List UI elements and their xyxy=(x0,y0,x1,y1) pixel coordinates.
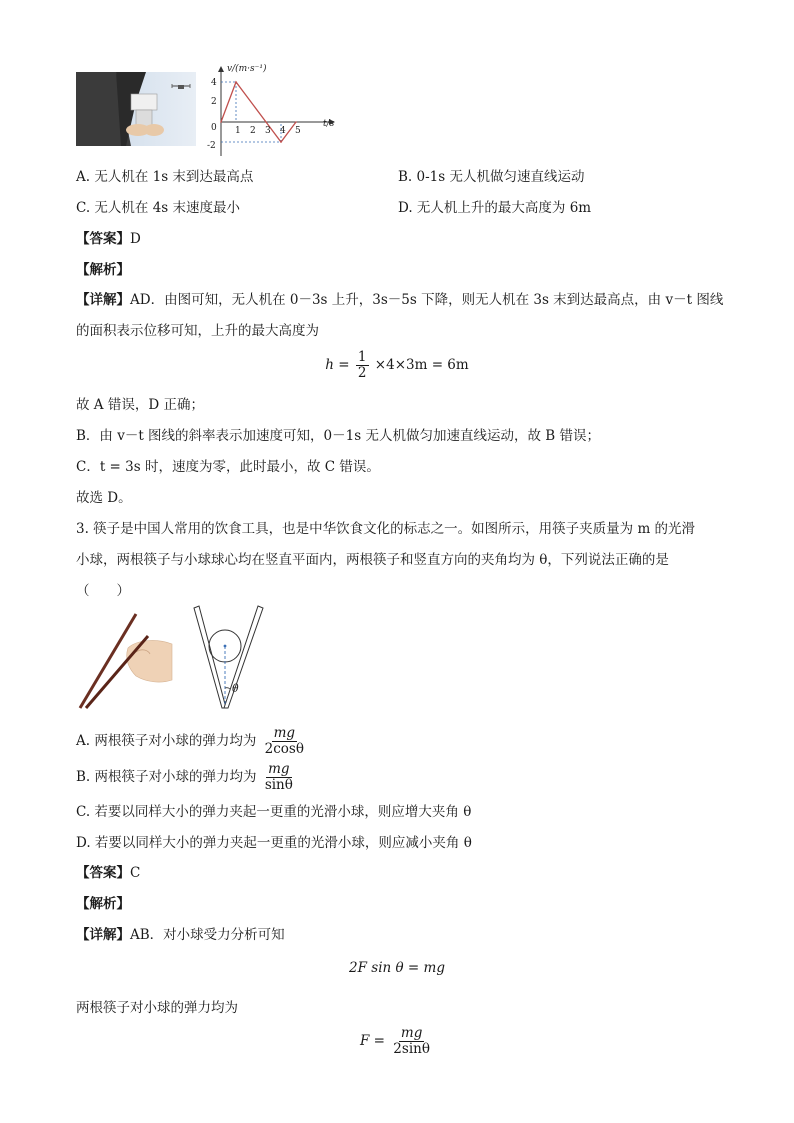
x-tick-2: 2 xyxy=(250,126,256,136)
y-axis-arrow-icon xyxy=(218,66,224,72)
x-tick-3: 3 xyxy=(265,126,271,136)
chopsticks-diagram xyxy=(188,604,264,712)
q3-eq2-den: 2sinθ xyxy=(393,1041,430,1057)
y-tick-0: 0 xyxy=(211,123,217,133)
q2-analysis-label-text: 【解析】 xyxy=(76,262,130,278)
x-axis-label: t/s xyxy=(323,119,335,129)
q3-option-b xyxy=(76,760,297,794)
q3-answer-label: 【答案】 xyxy=(76,865,130,881)
drone-photo xyxy=(76,72,196,146)
q3-option-a-num: mg xyxy=(273,725,296,741)
q3-equation-2 xyxy=(0,1026,794,1057)
q2-option-a: A. 无人机在 1s 末到达最高点 xyxy=(76,169,254,185)
q3-option-c: C. 若要以同样大小的弹力夹起一更重的光滑小球，则应增大夹角 θ xyxy=(76,804,472,820)
q3-option-a-text: A. 两根筷子对小球的弹力均为 xyxy=(76,733,257,749)
q2-answer xyxy=(76,229,141,249)
q2-detail-line1-text: AD．由图可知，无人机在 0－3s 上升，3s－5s 下降，则无人机在 3s 末到达最高点，由 v－t 图线 xyxy=(130,292,724,308)
q2-formula-num: 1 xyxy=(357,349,367,365)
q3-answer xyxy=(76,863,140,883)
q3-analysis-label: 【解析】 xyxy=(76,896,130,912)
q2-formula-height xyxy=(0,350,794,381)
vt-graph-svg xyxy=(205,58,345,156)
chopsticks-hand-illustration xyxy=(76,608,174,710)
q3-detail xyxy=(76,925,285,945)
q3-eq2-lhs: F = xyxy=(360,1033,385,1049)
q3-analysis xyxy=(76,894,130,914)
x-tick-5: 5 xyxy=(295,126,301,136)
q3-detail-text: AB．对小球受力分析可知 xyxy=(130,927,285,943)
q3-line-between: 两根筷子对小球的弹力均为 xyxy=(76,1000,238,1016)
y-tick-neg2: -2 xyxy=(207,141,216,151)
q2-formula-fraction xyxy=(356,350,369,381)
angle-theta-label: θ xyxy=(232,682,239,695)
q2-detail-line3: 故 A 错误，D 正确； xyxy=(76,397,204,413)
velocity-time-graph xyxy=(205,58,345,156)
drone-photo-illustration xyxy=(76,72,196,146)
q3-stem-line2: 小球，两根筷子与小球球心均在竖直平面内，两根筷子和竖直方向的夹角均为 θ，下列说法正确的是 xyxy=(76,552,669,568)
y-tick-2: 2 xyxy=(211,97,217,107)
q2-analysis-label xyxy=(76,260,130,280)
q2-option-b: B. 0-1s 无人机做匀速直线运动 xyxy=(398,169,585,185)
q2-answer-value: D xyxy=(130,231,141,247)
q3-answer-value: C xyxy=(130,865,141,881)
q2-detail-label: 【详解】 xyxy=(76,292,130,308)
q2-formula-rhs: ×4×3m = 6m xyxy=(374,357,469,373)
q3-stem-line1: 3. 筷子是中国人常用的饮食工具，也是中华饮食文化的标志之一。如图所示，用筷子夹质量为 m 的光滑 xyxy=(76,521,696,537)
q3-option-b-den: sinθ xyxy=(264,777,293,793)
right-chopstick xyxy=(224,606,263,708)
chopsticks-force-diagram xyxy=(188,604,264,712)
q3-equation-1: 2F sin θ = mg xyxy=(349,960,445,976)
q3-option-a xyxy=(76,724,308,758)
chopsticks-photo xyxy=(76,608,174,710)
q3-option-a-den: 2cosθ xyxy=(264,741,304,757)
q3-eq2-num: mg xyxy=(400,1025,423,1041)
ball-center-dot xyxy=(224,645,227,648)
q3-option-d: D. 若要以同样大小的弹力夹起一更重的光滑小球，则应减小夹角 θ xyxy=(76,835,472,851)
x-tick-1: 1 xyxy=(235,126,241,136)
q3-option-a-fraction xyxy=(263,726,306,757)
q2-detail-line5: C．t = 3s 时，速度为零，此时最小，故 C 错误。 xyxy=(76,459,380,475)
q2-formula-lhs: h = xyxy=(325,357,350,373)
q3-stem-line3: （ ） xyxy=(76,583,130,599)
q2-formula-den: 2 xyxy=(357,365,367,381)
y-axis-label: v/(m·s⁻¹) xyxy=(227,64,267,74)
q3-option-b-fraction xyxy=(263,762,295,793)
y-tick-4: 4 xyxy=(211,78,217,88)
vt-axes xyxy=(218,66,335,156)
q2-detail-line1 xyxy=(76,290,723,310)
q2-detail-line6: 故选 D。 xyxy=(76,490,132,506)
q2-option-c: C. 无人机在 4s 末速度最小 xyxy=(76,200,241,216)
angle-arc xyxy=(225,688,230,689)
q2-option-d: D. 无人机上升的最大高度为 6m xyxy=(398,200,592,216)
q3-detail-label: 【详解】 xyxy=(76,927,130,943)
q3-option-b-text: B. 两根筷子对小球的弹力均为 xyxy=(76,769,257,785)
x-tick-4: 4 xyxy=(280,126,286,136)
q2-answer-label: 【答案】 xyxy=(76,231,130,247)
q2-detail-line4: B．由 v－t 图线的斜率表示加速度可知，0－1s 无人机做匀加速直线运动，故 B 错误； xyxy=(76,428,600,444)
q3-eq2-fraction xyxy=(391,1026,432,1057)
left-chopstick xyxy=(194,606,226,708)
q3-option-b-num: mg xyxy=(268,761,290,777)
q2-detail-line2: 的面积表示位移可知，上升的最大高度为 xyxy=(76,323,319,339)
